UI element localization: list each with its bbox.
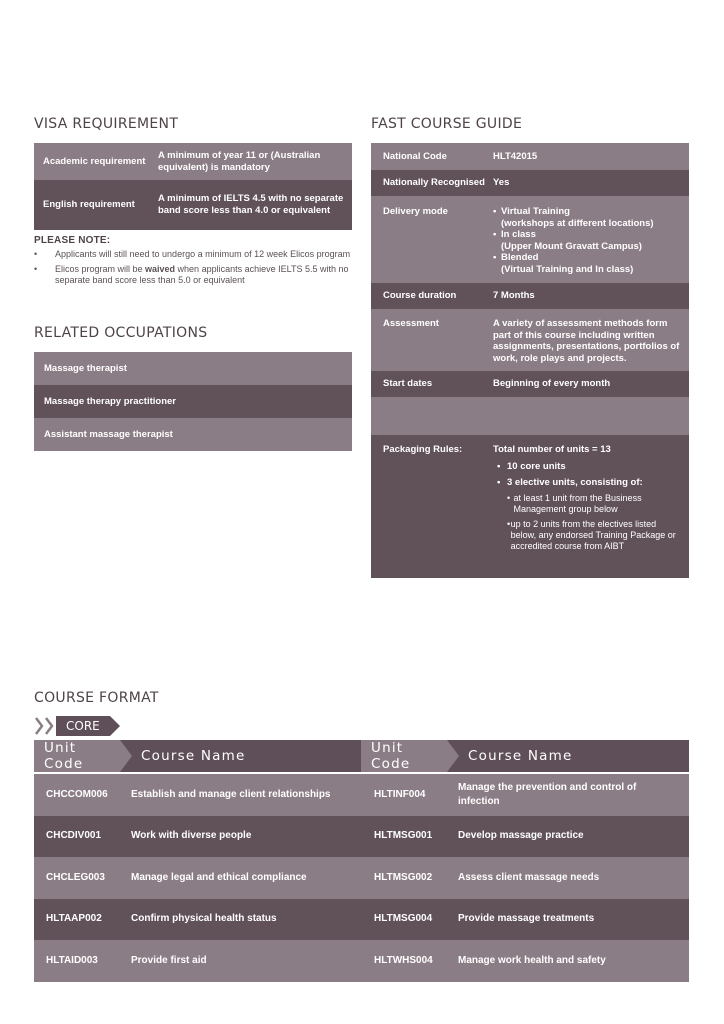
packaging-item bbox=[497, 461, 683, 473]
bullet-icon: • bbox=[507, 492, 511, 503]
course-name-header: Course Name bbox=[468, 748, 573, 764]
note-text: Applicants will still need to undergo a minimum of 12 week Elicos program bbox=[55, 249, 351, 259]
table-row bbox=[34, 774, 689, 816]
unit-code-cell: HLTAID003 bbox=[46, 954, 98, 966]
national-code-row bbox=[371, 143, 689, 170]
bullet-icon: • bbox=[493, 206, 497, 217]
row-label: Course duration bbox=[383, 290, 457, 302]
row-label: Nationally Recognised bbox=[383, 177, 485, 189]
bullet-icon: • bbox=[34, 263, 38, 274]
visa-requirement-table bbox=[34, 143, 352, 230]
delivery-mode-row bbox=[371, 196, 689, 283]
packaging-subitem-text: up to 2 units from the electives listed below, any endorsed Training Package or accredited course from AIBT bbox=[510, 518, 676, 551]
delivery-mode-list bbox=[493, 196, 689, 283]
row-label: Assessment bbox=[383, 318, 439, 329]
unit-code-cell: CHCLEG003 bbox=[46, 871, 105, 883]
packaging-rules-row bbox=[371, 435, 689, 578]
related-occupations-heading: RELATED OCCUPATIONS bbox=[34, 325, 208, 341]
please-note-heading: PLEASE NOTE: bbox=[34, 235, 111, 246]
unit-code-cell: HLTINF004 bbox=[374, 788, 426, 800]
course-name-cell: Develop massage practice bbox=[458, 830, 584, 842]
unit-code-cell: HLTMSG001 bbox=[374, 830, 433, 842]
delivery-mode-detail: (Upper Mount Gravatt Campus) bbox=[501, 240, 642, 252]
unit-code-cell: HLTMSG002 bbox=[374, 871, 433, 883]
chevron-right-icon bbox=[34, 716, 44, 736]
chevron-right-icon bbox=[44, 716, 54, 736]
delivery-mode-name: In class bbox=[501, 229, 536, 240]
course-name-cell: Manage work health and safety bbox=[458, 954, 606, 966]
row-label: Start dates bbox=[383, 378, 433, 390]
packaging-subitem bbox=[507, 519, 683, 552]
occupation-item: Massage therapist bbox=[34, 352, 352, 385]
bullet-icon: • bbox=[34, 249, 38, 259]
row-value: A minimum of year 11 or (Australian equivalent) is mandatory bbox=[158, 149, 321, 173]
row-label: English requirement bbox=[43, 199, 135, 210]
recognised-row bbox=[371, 170, 689, 196]
delivery-mode-name: Virtual Training bbox=[501, 206, 570, 217]
table-row bbox=[34, 899, 689, 941]
packaging-subitem bbox=[507, 493, 683, 515]
packaging-core: 10 core units bbox=[507, 460, 566, 472]
course-format-heading: COURSE FORMAT bbox=[34, 690, 159, 706]
table-row bbox=[34, 857, 689, 899]
note-item bbox=[34, 264, 352, 287]
start-dates-value: Beginning of every month bbox=[493, 378, 611, 390]
row-label: Academic requirement bbox=[43, 155, 146, 167]
assessment-row bbox=[371, 309, 689, 371]
course-name-cell: Provide massage treatments bbox=[458, 913, 595, 925]
note-text-post: when applicants achieve IELTS 5.5 with no separate band score less than 5.0 or equivalent bbox=[55, 263, 349, 285]
course-guide-table bbox=[371, 143, 689, 578]
bullet-icon: • bbox=[493, 252, 497, 263]
course-name-cell: Provide first aid bbox=[131, 954, 207, 966]
unit-code-cell: CHCDIV001 bbox=[46, 830, 102, 842]
course-name-cell: Assess client massage needs bbox=[458, 871, 600, 883]
note-item bbox=[34, 249, 352, 261]
notes-list bbox=[34, 249, 352, 290]
core-label: CORE bbox=[56, 716, 110, 736]
course-name-cell: Establish and manage client relationships bbox=[131, 788, 331, 800]
unit-code-header: Unit Code bbox=[361, 740, 447, 772]
unit-code-cell: CHCCOM006 bbox=[46, 788, 108, 800]
delivery-mode-detail: (workshops at different locations) bbox=[501, 217, 654, 229]
row-label: National Code bbox=[383, 150, 447, 162]
delivery-mode-name: Blended bbox=[501, 252, 539, 263]
row-label: Packaging Rules: bbox=[383, 444, 463, 455]
blank-row bbox=[371, 397, 689, 435]
course-name-cell: Manage the prevention and control of infection bbox=[458, 781, 637, 807]
start-dates-row bbox=[371, 371, 689, 397]
bullet-icon: • bbox=[497, 477, 501, 488]
occupations-list bbox=[34, 352, 352, 451]
unit-code-cell: HLTAAP002 bbox=[46, 913, 102, 925]
visa-requirement-heading: VISA REQUIREMENT bbox=[34, 116, 179, 132]
table-row bbox=[34, 816, 689, 858]
course-duration-row bbox=[371, 283, 689, 309]
delivery-mode-item bbox=[493, 229, 683, 241]
recognised-value: Yes bbox=[493, 177, 510, 189]
packaging-subitem-text: at least 1 unit from the Business Management group below bbox=[513, 492, 642, 514]
bullet-icon: • bbox=[493, 229, 497, 240]
occupation-item: Massage therapy practitioner bbox=[34, 385, 352, 418]
fast-course-guide-heading: FAST COURSE GUIDE bbox=[371, 116, 523, 132]
english-requirement-row bbox=[34, 180, 352, 230]
packaging-rules-value bbox=[493, 435, 689, 578]
occupation-item: Assistant massage therapist bbox=[34, 418, 352, 451]
row-value: A minimum of IELTS 4.5 with no separate band score less than 4.0 or equivalent bbox=[158, 193, 344, 216]
bullet-icon: • bbox=[497, 460, 501, 472]
note-text-pre: Elicos program will be bbox=[55, 263, 146, 274]
table-header bbox=[34, 740, 689, 772]
course-format-table bbox=[34, 740, 689, 982]
packaging-elective: 3 elective units, consisting of: bbox=[507, 477, 643, 488]
bullet-icon: • bbox=[507, 518, 511, 529]
unit-code-cell: HLTMSG004 bbox=[374, 913, 433, 925]
assessment-value: A variety of assessment methods form part of this course including written assignments, presentations, portfolios of work, role plays and projects. bbox=[493, 318, 680, 364]
delivery-mode-detail: (Virtual Training and In class) bbox=[501, 263, 634, 275]
unit-code-cell: HLTWHS004 bbox=[374, 954, 433, 966]
unit-code-header: Unit Code bbox=[34, 740, 120, 772]
delivery-mode-item bbox=[493, 252, 683, 264]
table-row bbox=[34, 940, 689, 982]
national-code-value: HLT42015 bbox=[493, 150, 538, 162]
packaging-total: Total number of units = 13 bbox=[493, 444, 611, 455]
packaging-item bbox=[497, 477, 683, 489]
course-name-cell: Work with diverse people bbox=[131, 830, 252, 842]
course-name-header: Course Name bbox=[141, 748, 246, 764]
course-name-cell: Manage legal and ethical compliance bbox=[131, 871, 307, 883]
course-name-cell: Confirm physical health status bbox=[131, 913, 277, 925]
core-tag bbox=[34, 716, 110, 736]
note-text-bold: waived bbox=[145, 263, 176, 274]
academic-requirement-row bbox=[34, 143, 352, 180]
delivery-mode-item bbox=[493, 206, 683, 218]
row-label: Delivery mode bbox=[383, 206, 448, 217]
course-duration-value: 7 Months bbox=[493, 290, 535, 302]
